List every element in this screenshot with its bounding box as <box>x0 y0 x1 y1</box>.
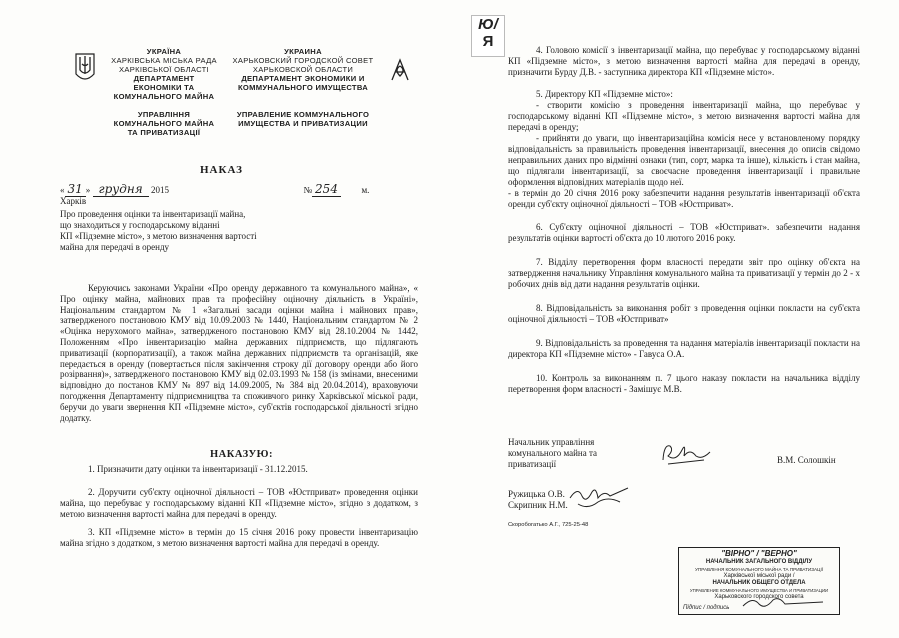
left-items <box>60 464 418 549</box>
date-line <box>60 182 390 206</box>
signature-position-line: комунального майна та <box>508 448 598 458</box>
header-left-line: ХАРКІВСЬКОЇ ОБЛАСТІ <box>119 65 209 74</box>
order-item-9: 9. Відповідальність за проведення та надання матеріалів інвентаризації покласти на директора КП «Підземне місто» - Гавуса О.А. <box>508 338 860 359</box>
header-left-line: УКРАЇНА <box>146 47 182 56</box>
header-left-line: УПРАВЛІННЯ <box>137 110 191 119</box>
order-number: 254 <box>312 182 341 197</box>
header-left-line: ЕКОНОМІКИ ТА <box>133 83 195 92</box>
order-item-7: 7. Відділу перетворення форм власності передати звіт про оцінку об'єкта на затвердження начальнику Управління комунального майна та приватизації у термін до 2 - х робочих днів від дати надання результатів оцінки. <box>508 257 860 289</box>
stamp-title: "ВІРНО" / "ВЕРНО" <box>721 549 797 558</box>
document-title: НАКАЗ <box>200 164 243 176</box>
preamble-paragraph <box>60 283 418 423</box>
number-prefix: № <box>303 185 313 195</box>
header-right-line: КОММУНАЛЬНОГО ИМУЩЕСТВА <box>237 83 369 92</box>
city-emblem-icon <box>388 56 412 84</box>
corner-stamp-line: Ю/ <box>478 16 498 33</box>
header-left-line: ХАРКІВСЬКА МІСЬКА РАДА <box>111 56 217 65</box>
stamp-line: Харьковского городского совета <box>714 594 804 600</box>
subject-line: майна для передачі в оренду <box>60 242 170 252</box>
stamp-line: Харківської міської ради / <box>723 573 795 579</box>
header-right-line: ДЕПАРТАМЕНТ ЭКОНОМИКИ И <box>241 74 365 83</box>
date-open-quote: « <box>60 185 65 195</box>
date-close-quote: » <box>85 185 91 195</box>
verification-stamp <box>678 547 840 615</box>
header-right-line: УПРАВЛЕНИЕ КОММУНАЛЬНОГО <box>236 110 370 119</box>
order-item-5c: - в термін до 20 січня 2016 року забезпечити надання результатів інвентаризації об'єкта оренди суб'єкту оціночної діяльності – ТОВ «Юстприват». <box>508 188 860 209</box>
order-item-2: 2. Доручити суб'єкту оціночної діяльності – ТОВ «Юстприват» проведення оцінки майна, що перебуває у господарському віданні КП «Підземне місто», згідно з додатком, з метою визначення вартості майна для передачі в оренду. <box>60 487 418 519</box>
header-left-line: КОМУНАЛЬНОГО МАЙНА <box>113 92 215 101</box>
subject-line: що знаходиться у господарському віданні <box>60 220 220 230</box>
header-left-line: КОМУНАЛЬНОГО МАЙНА <box>113 119 215 128</box>
order-item-3: 3. КП «Підземне місто» в термін до 15 січня 2016 року провести інвентаризацію майна згідно з додатком, з метою визначення вартості майна для передачі в оренду. <box>60 527 418 548</box>
executor-line: Скоробогатько А.Г., 725-25-48 <box>508 522 589 528</box>
order-heading: НАКАЗУЮ: <box>210 449 273 460</box>
signature-position-line: приватизації <box>508 459 557 469</box>
stamp-line: НАЧАЛЬНИК ЗАГАЛЬНОГО ВІДДІЛУ <box>705 559 813 565</box>
order-item-6: 6. Суб'єкту оціночної діяльності – ТОВ «Юстприват». забезпечити надання результатів оцінки вартості об'єкта до 10 лютого 2016 року. <box>508 222 860 243</box>
order-item-8: 8. Відповідальність за виконання робіт з проведення оцінки покласти на суб'єкта оціночної діяльності – ТОВ «Юстприват» <box>508 303 860 324</box>
stamp-line: НАЧАЛЬНИК ОБЩЕГО ОТДЕЛА <box>712 580 806 586</box>
date-year: 2015 <box>150 185 169 195</box>
header-right-block <box>228 47 378 128</box>
stamp-line: УПРАВЛІННЯ КОМУНАЛЬНОГО МАЙНА ТА ПРИВАТИЗАЦІЇ <box>694 567 824 572</box>
header-right-line: ХАРЬКОВСКОЙ ОБЛАСТИ <box>252 65 354 74</box>
signature-name: В.М. Солошкін <box>777 455 836 465</box>
order-item-5: 5. Директору КП «Підземне місто»: <box>536 89 673 99</box>
stamp-line: УПРАВЛЕНИЕ КОММУНАЛЬНОГО ИМУЩЕСТВА И ПРИВАТИЗАЦИИ <box>689 588 829 593</box>
order-item-1: 1. Призначити дату оцінки та інвентаризації - 31.12.2015. <box>88 464 308 474</box>
signature-position <box>508 437 638 470</box>
date-month: грудня <box>93 182 149 197</box>
stamp-signature <box>739 592 829 612</box>
header-right-line: ХАРЬКОВСКИЙ ГОРОДСКОЙ СОВЕТ <box>232 56 374 65</box>
approval-name: Ружицька О.В. <box>508 489 565 499</box>
trident-emblem-icon <box>74 52 96 84</box>
header-left-block <box>100 47 228 137</box>
header-left-line: ТА ПРИВАТИЗАЦІЇ <box>127 128 201 137</box>
approval-signature <box>568 484 638 512</box>
signature-position-line: Начальник управління <box>508 437 595 447</box>
subject-line: КП «Підземне місто», з метою визначення вартості <box>60 231 257 241</box>
order-item-5a: - створити комісію з проведення інвентаризації майна, що перебуває у господарському віданні КП «Підземне місто», з метою визначення вартості майна для передачі в оренду; <box>508 100 860 132</box>
subject-block <box>60 209 300 253</box>
header-left-line: ДЕПАРТАМЕНТ <box>133 74 195 83</box>
header-right-line: ИМУЩЕСТВА И ПРИВАТИЗАЦИИ <box>238 119 368 128</box>
order-item-10: 10. Контроль за виконанням п. 7 цього наказу покласти на начальника відділу перетворення форм власності - Замішує М.В. <box>508 373 860 394</box>
director-signature <box>660 438 720 466</box>
approval-name: Скрипник Н.М. <box>508 500 568 510</box>
right-items <box>508 45 860 395</box>
preamble-text: Керуючись законами України «Про оренду державного та комунального майна», « Про оцінку майна, майнових прав та професійну оціночну діяльність в Україні», Національним стандартом № 1 «Загальні засади оцінки майна і майнових прав», затвердженого постановою КМУ від 10.09.2003 № 1440, Національним стандартом № 2 «Оцінка нерухомого майна», затвердженого постановою КМУ від 28.10.2004 № 1442, Положенням «Про інвентаризацію майна державних підприємств, що підлягають приватизації (корпоратизації), а також майна державних підприємств та організацій, яке передається в оренду (повертається після закінчення строку дії договору оренди або його розірвання)», затвердженого постановою КМУ від 02.03.1993 № 158 (із змінами, внесеними відповідно до постанов КМУ № 897 від 14.09.2005, № 384 від 20.04.2014), враховуючи погодження Департаменту підприємництва та споживчого ринку Харківської міської ради, беручи до уваги звернення КП «Підземне місто», суб'єктів господарської діяльності згідно додатку. <box>60 283 418 423</box>
date-day: 31 <box>65 182 86 197</box>
subject-line: Про проведення оцінки та інвентаризації майна, <box>60 209 246 219</box>
city: м. Харків <box>60 185 370 206</box>
order-item-4: 4. Головою комісії з інвентаризації майна, що перебуває у господарському віданні КП «Підземне місто», з метою визначення вартості майна для передачі в оренду, призначити Бурду Д.В. - заступника директора КП «Підземне місто». <box>508 45 860 77</box>
corner-stamp-line: Я <box>482 33 494 50</box>
header-right-line: УКРАИНА <box>284 47 322 56</box>
stamp-sign-label: Підпис / подпись <box>683 605 730 611</box>
order-item-5b: - прийняти до уваги, що інвентаризаційна комісія несе у встановленому порядку відповідальність за правильність проведення інвентаризації, внесення до описів свідомо неправильних даних про відмінні ознаки (тип, сорт, марка та інше), кількість і стан майна, що підлягали інвентаризації, за своєчасне проведення інвентаризації і правильне оформлення відповідних матеріалів щодо неї. <box>508 133 860 187</box>
corner-stamp <box>471 15 505 57</box>
